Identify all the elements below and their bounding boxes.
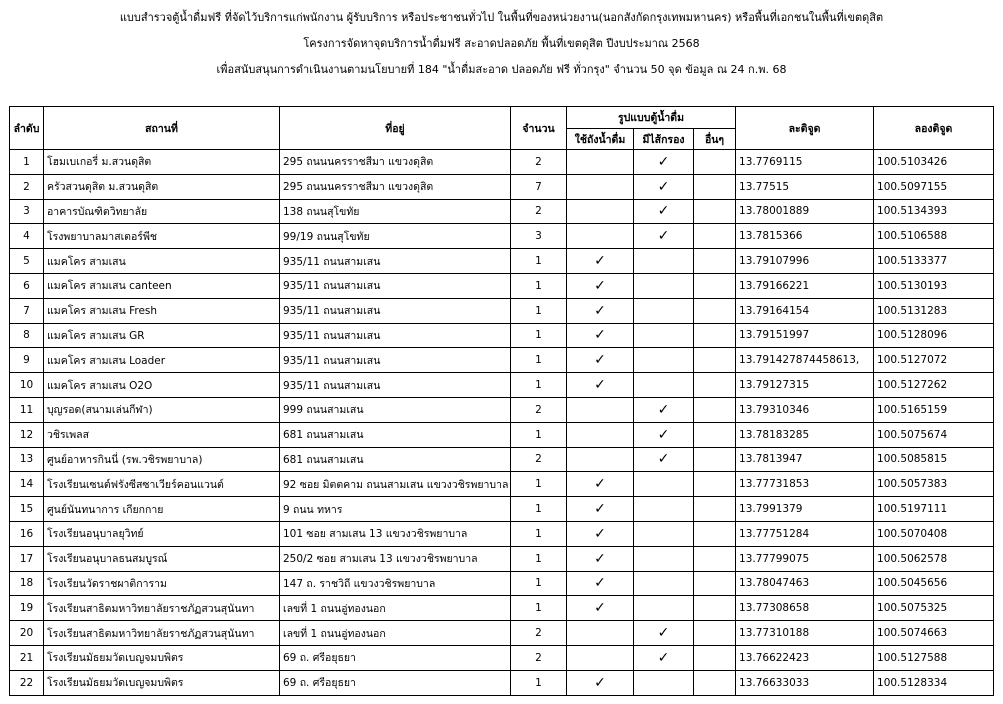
table-row <box>10 199 994 224</box>
cell-type-filter <box>634 373 694 398</box>
cell-lon: 100.5131283 <box>874 298 994 323</box>
cell-lon: 100.5127262 <box>874 373 994 398</box>
cell-no: 19 <box>10 596 44 621</box>
cell-lat: 13.77308658 <box>736 596 874 621</box>
cell-lon: 100.5133377 <box>874 249 994 274</box>
col-header-qty: จำนวน <box>511 107 567 150</box>
cell-qty: 1 <box>511 521 567 546</box>
check-mark-icon: ✓ <box>594 352 606 369</box>
cell-place: โรงเรียนมัธยมวัดเบญจมบพิตร <box>44 645 280 670</box>
cell-qty: 7 <box>511 174 567 199</box>
cell-address: 101 ซอย สามเสน 13 แขวงวชิรพยาบาล <box>280 521 511 546</box>
cell-qty: 2 <box>511 447 567 472</box>
cell-type-other <box>694 621 736 646</box>
cell-lat: 13.77310188 <box>736 621 874 646</box>
cell-lon: 100.5127588 <box>874 645 994 670</box>
cell-type-filter <box>634 199 694 224</box>
cell-lat: 13.77515 <box>736 174 874 199</box>
cell-type-tank <box>567 199 634 224</box>
cell-place: แมคโคร สามเสน Loader <box>44 348 280 373</box>
cell-place: แมคโคร สามเสน Fresh <box>44 298 280 323</box>
cell-address: 147 ถ. ราชวิถี แขวงวชิรพยาบาล <box>280 571 511 596</box>
cell-place: โรงเรียนเซนต์ฟรังซีสซาเวียร์คอนแวนต์ <box>44 472 280 497</box>
cell-type-other <box>694 298 736 323</box>
cell-lat: 13.76622423 <box>736 645 874 670</box>
table-row <box>10 373 994 398</box>
col-header-type-group: รูปแบบตู้น้ำดื่ม <box>567 107 736 129</box>
cell-place: โฮมเบเกอรี่ ม.สวนดุสิต <box>44 150 280 175</box>
cell-place: บุญรอด(สนามเล่นกีฬา) <box>44 397 280 422</box>
cell-lat: 13.79151997 <box>736 323 874 348</box>
check-mark-icon: ✓ <box>657 203 670 220</box>
cell-lat: 13.79164154 <box>736 298 874 323</box>
check-mark-icon: ✓ <box>657 178 670 195</box>
cell-type-filter <box>634 273 694 298</box>
cell-place: โรงเรียนสาธิตมหาวิทยาลัยราชภัฏสวนสุนันทา <box>44 596 280 621</box>
cell-lon: 100.5097155 <box>874 174 994 199</box>
cell-qty: 1 <box>511 571 567 596</box>
col-header-type-filter: มีไส้กรอง <box>634 129 694 150</box>
cell-qty: 2 <box>511 199 567 224</box>
cell-place: ครัวสวนดุสิต ม.สวนดุสิต <box>44 174 280 199</box>
cell-no: 21 <box>10 645 44 670</box>
cell-qty: 1 <box>511 596 567 621</box>
check-mark-icon: ✓ <box>594 674 606 691</box>
col-header-place: สถานที่ <box>44 107 280 150</box>
check-mark-icon: ✓ <box>594 253 606 270</box>
table-row <box>10 645 994 670</box>
check-mark-icon: ✓ <box>657 228 670 245</box>
cell-type-other <box>694 323 736 348</box>
cell-lat: 13.7991379 <box>736 497 874 522</box>
cell-no: 4 <box>10 224 44 249</box>
cell-type-tank <box>567 472 634 497</box>
table-row <box>10 447 994 472</box>
cell-no: 11 <box>10 397 44 422</box>
cell-lon: 100.5130193 <box>874 273 994 298</box>
report-policy-note: เพื่อสนับสนุนการดำเนินงานตามนโยบายที่ 184 "น้ำดื่มสะอาด ปลอดภัย ฟรี ทั่วกรุง" จำนวน 50 จุด ข้อมูล ณ 24 ก.พ. 68 <box>216 63 787 76</box>
table-row <box>10 397 994 422</box>
cell-type-tank <box>567 571 634 596</box>
table-row <box>10 174 994 199</box>
cell-place: โรงเรียนอนุบาลธนสมบูรณ์ <box>44 546 280 571</box>
cell-address: 295 ถนนนครราชสีมา แขวงดุสิต <box>280 174 511 199</box>
cell-lat: 13.78001889 <box>736 199 874 224</box>
cell-type-filter <box>634 397 694 422</box>
cell-qty: 2 <box>511 397 567 422</box>
cell-type-other <box>694 546 736 571</box>
cell-type-tank <box>567 596 634 621</box>
cell-address: 935/11 ถนนสามเสน <box>280 298 511 323</box>
table-row <box>10 273 994 298</box>
cell-qty: 1 <box>511 373 567 398</box>
cell-address: 681 ถนนสามเสน <box>280 422 511 447</box>
check-mark-icon: ✓ <box>594 476 606 493</box>
cell-lon: 100.5134393 <box>874 199 994 224</box>
cell-no: 5 <box>10 249 44 274</box>
cell-type-other <box>694 397 736 422</box>
cell-type-filter <box>634 422 694 447</box>
cell-type-filter <box>634 621 694 646</box>
cell-address: 92 ซอย มิตตคาม ถนนสามเสน แขวงวชิรพยาบาล <box>280 472 511 497</box>
cell-no: 6 <box>10 273 44 298</box>
cell-lon: 100.5057383 <box>874 472 994 497</box>
cell-no: 16 <box>10 521 44 546</box>
check-mark-icon: ✓ <box>657 625 670 642</box>
cell-qty: 1 <box>511 497 567 522</box>
cell-qty: 1 <box>511 472 567 497</box>
cell-place: ศูนย์นันทนาการ เกียกกาย <box>44 497 280 522</box>
table-row <box>10 546 994 571</box>
col-header-type-tank: ใช้ถังน้ำดื่ม <box>567 129 634 150</box>
cell-type-tank <box>567 373 634 398</box>
cell-lat: 13.77751284 <box>736 521 874 546</box>
check-mark-icon: ✓ <box>594 302 606 319</box>
cell-no: 3 <box>10 199 44 224</box>
cell-type-other <box>694 348 736 373</box>
cell-qty: 1 <box>511 323 567 348</box>
cell-type-filter <box>634 645 694 670</box>
table-row <box>10 348 994 373</box>
cell-place: โรงเรียนสาธิตมหาวิทยาลัยราชภัฏสวนสุนันทา <box>44 621 280 646</box>
cell-place: แมคโคร สามเสน GR <box>44 323 280 348</box>
cell-lat: 13.7815366 <box>736 224 874 249</box>
cell-lat: 13.76633033 <box>736 670 874 695</box>
cell-qty: 2 <box>511 150 567 175</box>
cell-qty: 2 <box>511 645 567 670</box>
check-mark-icon: ✓ <box>594 550 606 567</box>
check-mark-icon: ✓ <box>657 451 670 468</box>
cell-no: 15 <box>10 497 44 522</box>
cell-lon: 100.5165159 <box>874 397 994 422</box>
table-row <box>10 150 994 175</box>
cell-lat: 13.79310346 <box>736 397 874 422</box>
cell-type-other <box>694 670 736 695</box>
cell-type-tank <box>567 150 634 175</box>
cell-type-other <box>694 174 736 199</box>
cell-type-other <box>694 373 736 398</box>
cell-type-other <box>694 521 736 546</box>
table-row <box>10 621 994 646</box>
cell-type-filter <box>634 298 694 323</box>
cell-type-tank <box>567 546 634 571</box>
cell-address: 999 ถนนสามเสน <box>280 397 511 422</box>
cell-type-tank <box>567 447 634 472</box>
cell-no: 20 <box>10 621 44 646</box>
cell-qty: 1 <box>511 670 567 695</box>
check-mark-icon: ✓ <box>657 153 670 170</box>
cell-address: เลขที่ 1 ถนนอู่ทองนอก <box>280 596 511 621</box>
cell-address: 935/11 ถนนสามเสน <box>280 373 511 398</box>
cell-type-filter <box>634 521 694 546</box>
cell-place: วชิรเพลส <box>44 422 280 447</box>
cell-no: 18 <box>10 571 44 596</box>
cell-address: 935/11 ถนนสามเสน <box>280 348 511 373</box>
cell-type-filter <box>634 447 694 472</box>
cell-address: 935/11 ถนนสามเสน <box>280 323 511 348</box>
table-row <box>10 422 994 447</box>
cell-address: 99/19 ถนนสุโขทัย <box>280 224 511 249</box>
cell-address: 250/2 ซอย สามเสน 13 แขวงวชิรพยาบาล <box>280 546 511 571</box>
check-mark-icon: ✓ <box>594 501 606 518</box>
cell-no: 2 <box>10 174 44 199</box>
cell-address: 138 ถนนสุโขทัย <box>280 199 511 224</box>
cell-place: โรงเรียนมัธยมวัดเบญจมบพิตร <box>44 670 280 695</box>
cell-no: 17 <box>10 546 44 571</box>
cell-qty: 1 <box>511 298 567 323</box>
cell-lon: 100.5106588 <box>874 224 994 249</box>
table-row <box>10 472 994 497</box>
cell-lon: 100.5070408 <box>874 521 994 546</box>
cell-place: โรงเรียนอนุบาลยุวิทย์ <box>44 521 280 546</box>
cell-lon: 100.5062578 <box>874 546 994 571</box>
col-header-address: ที่อยู่ <box>280 107 511 150</box>
cell-type-other <box>694 645 736 670</box>
cell-lat: 13.77799075 <box>736 546 874 571</box>
cell-lat: 13.7813947 <box>736 447 874 472</box>
cell-type-tank <box>567 348 634 373</box>
cell-lat: 13.7769115 <box>736 150 874 175</box>
cell-lat: 13.79107996 <box>736 249 874 274</box>
cell-type-tank <box>567 670 634 695</box>
cell-type-filter <box>634 497 694 522</box>
table-row <box>10 571 994 596</box>
cell-type-tank <box>567 273 634 298</box>
cell-type-other <box>694 150 736 175</box>
cell-no: 12 <box>10 422 44 447</box>
cell-type-other <box>694 596 736 621</box>
table-row <box>10 497 994 522</box>
table-row <box>10 249 994 274</box>
report-subtitle: โครงการจัดหาจุดบริการน้ำดื่มฟรี สะอาดปลอดภัย พื้นที่เขตดุสิต ปีงบประมาณ 2568 <box>303 37 700 50</box>
cell-address: 295 ถนนนครราชสีมา แขวงดุสิต <box>280 150 511 175</box>
cell-qty: 1 <box>511 348 567 373</box>
cell-type-tank <box>567 224 634 249</box>
cell-type-filter <box>634 571 694 596</box>
table-row <box>10 298 994 323</box>
cell-qty: 1 <box>511 249 567 274</box>
cell-address: เลขที่ 1 ถนนอู่ทองนอก <box>280 621 511 646</box>
cell-place: โรงพยาบาลมาสเตอร์พีช <box>44 224 280 249</box>
water-dispenser-table <box>9 106 994 696</box>
cell-address: 935/11 ถนนสามเสน <box>280 273 511 298</box>
cell-type-filter <box>634 150 694 175</box>
cell-no: 1 <box>10 150 44 175</box>
cell-type-other <box>694 199 736 224</box>
check-mark-icon: ✓ <box>657 426 670 443</box>
table-row <box>10 596 994 621</box>
cell-type-filter <box>634 670 694 695</box>
cell-type-other <box>694 422 736 447</box>
table-body <box>10 150 994 696</box>
cell-no: 8 <box>10 323 44 348</box>
cell-lon: 100.5075325 <box>874 596 994 621</box>
cell-type-filter <box>634 249 694 274</box>
cell-qty: 1 <box>511 273 567 298</box>
col-header-no: ลำดับ <box>10 107 44 150</box>
cell-type-other <box>694 497 736 522</box>
cell-lat: 13.77731853 <box>736 472 874 497</box>
cell-type-other <box>694 472 736 497</box>
report-title: แบบสำรวจตู้น้ำดื่มฟรี ที่จัดไว้บริการแก่พนักงาน ผู้รับบริการ หรือประชาชนทั่วไป ในพื้นที่ของหน่วยงาน(นอกสังกัดกรุงเทพมหานคร) หรือพื้นที่เอกชนในพื้นที่เขตดุสิต <box>119 11 884 24</box>
cell-type-tank <box>567 397 634 422</box>
cell-lon: 100.5085815 <box>874 447 994 472</box>
cell-lon: 100.5045656 <box>874 571 994 596</box>
cell-type-filter <box>634 472 694 497</box>
cell-place: ศูนย์อาหารกินนี่ (รพ.วชิรพยาบาล) <box>44 447 280 472</box>
cell-type-filter <box>634 174 694 199</box>
cell-type-other <box>694 224 736 249</box>
cell-no: 7 <box>10 298 44 323</box>
cell-type-other <box>694 571 736 596</box>
cell-type-other <box>694 447 736 472</box>
cell-place: อาคารบัณฑิตวิทยาลัย <box>44 199 280 224</box>
check-mark-icon: ✓ <box>657 649 670 666</box>
cell-lon: 100.5127072 <box>874 348 994 373</box>
cell-type-other <box>694 249 736 274</box>
cell-qty: 2 <box>511 621 567 646</box>
cell-type-filter <box>634 596 694 621</box>
cell-lat: 13.78183285 <box>736 422 874 447</box>
cell-no: 9 <box>10 348 44 373</box>
cell-type-filter <box>634 348 694 373</box>
check-mark-icon: ✓ <box>594 525 606 542</box>
cell-qty: 1 <box>511 422 567 447</box>
cell-lon: 100.5197111 <box>874 497 994 522</box>
cell-place: แมคโคร สามเสน O2O <box>44 373 280 398</box>
cell-type-filter <box>634 323 694 348</box>
cell-lat: 13.791427874458613, <box>736 348 874 373</box>
table-row <box>10 670 994 695</box>
cell-type-tank <box>567 323 634 348</box>
cell-lat: 13.79127315 <box>736 373 874 398</box>
cell-type-filter <box>634 224 694 249</box>
col-header-type-other: อื่นๆ <box>694 129 736 150</box>
cell-no: 14 <box>10 472 44 497</box>
check-mark-icon: ✓ <box>657 401 670 418</box>
cell-type-tank <box>567 521 634 546</box>
cell-type-filter <box>634 546 694 571</box>
cell-place: แมคโคร สามเสน <box>44 249 280 274</box>
cell-type-tank <box>567 645 634 670</box>
cell-type-tank <box>567 422 634 447</box>
cell-address: 681 ถนนสามเสน <box>280 447 511 472</box>
table-row <box>10 323 994 348</box>
cell-address: 935/11 ถนนสามเสน <box>280 249 511 274</box>
cell-lon: 100.5074663 <box>874 621 994 646</box>
table-row <box>10 521 994 546</box>
cell-type-tank <box>567 174 634 199</box>
check-mark-icon: ✓ <box>594 377 606 394</box>
cell-type-other <box>694 273 736 298</box>
cell-type-tank <box>567 298 634 323</box>
table-row <box>10 224 994 249</box>
cell-no: 10 <box>10 373 44 398</box>
col-header-lon: ลองติจูด <box>874 107 994 150</box>
cell-qty: 3 <box>511 224 567 249</box>
cell-type-tank <box>567 621 634 646</box>
cell-type-tank <box>567 249 634 274</box>
cell-address: 69 ถ. ศรีอยุธยา <box>280 645 511 670</box>
cell-address: 9 ถนน ทหาร <box>280 497 511 522</box>
cell-place: แมคโคร สามเสน canteen <box>44 273 280 298</box>
cell-lon: 100.5128334 <box>874 670 994 695</box>
cell-address: 69 ถ. ศรีอยุธยา <box>280 670 511 695</box>
check-mark-icon: ✓ <box>594 277 606 294</box>
cell-type-tank <box>567 497 634 522</box>
cell-place: โรงเรียนวัดราชผาติการาม <box>44 571 280 596</box>
check-mark-icon: ✓ <box>594 600 606 617</box>
cell-lon: 100.5075674 <box>874 422 994 447</box>
cell-lat: 13.79166221 <box>736 273 874 298</box>
check-mark-icon: ✓ <box>594 327 606 344</box>
cell-lon: 100.5128096 <box>874 323 994 348</box>
check-mark-icon: ✓ <box>594 575 606 592</box>
cell-lon: 100.5103426 <box>874 150 994 175</box>
cell-qty: 1 <box>511 546 567 571</box>
col-header-lat: ละติจูด <box>736 107 874 150</box>
cell-no: 13 <box>10 447 44 472</box>
cell-lat: 13.78047463 <box>736 571 874 596</box>
cell-no: 22 <box>10 670 44 695</box>
